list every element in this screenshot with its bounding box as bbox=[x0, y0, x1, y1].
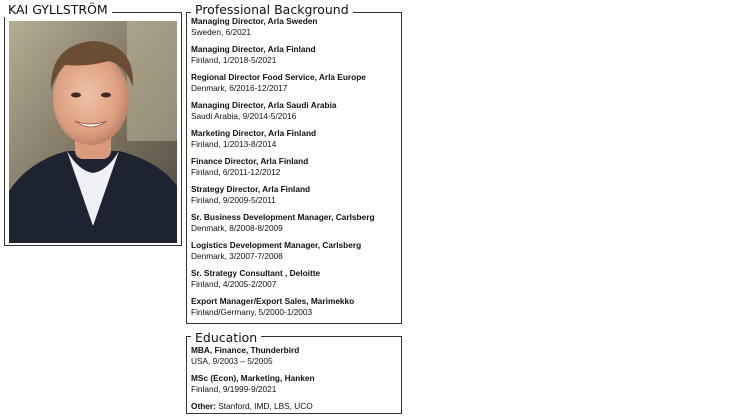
education-heading: Education bbox=[191, 331, 261, 345]
list-item bbox=[191, 100, 399, 128]
list-item bbox=[191, 296, 399, 324]
degree-detail: USA, 9/2003 – 5/2005 bbox=[191, 356, 273, 366]
position-detail: Sweden, 6/2021 bbox=[191, 27, 251, 37]
position-title: Managing Director, Arla Finland bbox=[191, 44, 316, 54]
degree-detail: Finland, 9/1999-9/2021 bbox=[191, 384, 277, 394]
position-detail: Finland, 6/2011-12/2012 bbox=[191, 167, 281, 177]
education-list bbox=[191, 345, 399, 412]
position-title: Managing Director, Arla Sweden bbox=[191, 16, 318, 26]
position-detail: Saudi Arabia, 9/2014-5/2016 bbox=[191, 111, 297, 121]
other-label: Other: bbox=[191, 401, 216, 411]
position-title: Marketing Director, Arla Finland bbox=[191, 128, 317, 138]
position-detail: Denmark, 6/2016-12/2017 bbox=[191, 83, 288, 93]
degree-title: MSc (Econ), Marketing, Hanken bbox=[191, 373, 315, 383]
list-item bbox=[191, 373, 399, 401]
position-detail: Finland, 9/2009-5/2011 bbox=[191, 195, 276, 205]
list-item bbox=[191, 128, 399, 156]
position-title: Regional Director Food Service, Arla Europe bbox=[191, 72, 366, 82]
list-item bbox=[191, 212, 399, 240]
position-detail: Finland, 4/2005-2/2007 bbox=[191, 279, 277, 289]
position-title: Export Manager/Export Sales, Marimekko bbox=[191, 296, 355, 306]
professional-background-heading: Professional Background bbox=[191, 3, 353, 17]
position-detail: Finland, 1/2018-5/2021 bbox=[191, 55, 277, 65]
degree-title: MBA, Finance, Thunderbird bbox=[191, 345, 300, 355]
background-list bbox=[191, 16, 399, 324]
position-title: Sr. Business Development Manager, Carlsberg bbox=[191, 212, 375, 222]
list-item bbox=[191, 156, 399, 184]
position-title: Finance Director, Arla Finland bbox=[191, 156, 309, 166]
position-detail: Finland/Germany, 5/2000-1/2003 bbox=[191, 307, 313, 317]
list-item bbox=[191, 16, 399, 44]
list-item bbox=[191, 44, 399, 72]
list-item bbox=[191, 345, 399, 373]
person-name: KAI GYLLSTRÖM bbox=[4, 3, 112, 17]
position-title: Sr. Strategy Consultant , Deloitte bbox=[191, 268, 321, 278]
position-detail: Denmark, 3/2007-7/2008 bbox=[191, 251, 283, 261]
position-title: Managing Director, Arla Saudi Arabia bbox=[191, 100, 337, 110]
position-title: Logistics Development Manager, Carlsberg bbox=[191, 240, 362, 250]
list-item bbox=[191, 268, 399, 296]
list-item bbox=[191, 240, 399, 268]
position-title: Strategy Director, Arla Finland bbox=[191, 184, 311, 194]
other-value: Stanford, IMD, LBS, UCO bbox=[215, 401, 313, 411]
portrait-photo bbox=[9, 21, 177, 243]
position-detail: Denmark, 8/2008-8/2009 bbox=[191, 223, 283, 233]
position-detail: Finland, 1/2013-8/2014 bbox=[191, 139, 277, 149]
list-item bbox=[191, 184, 399, 212]
other-education bbox=[191, 401, 399, 412]
list-item bbox=[191, 72, 399, 100]
